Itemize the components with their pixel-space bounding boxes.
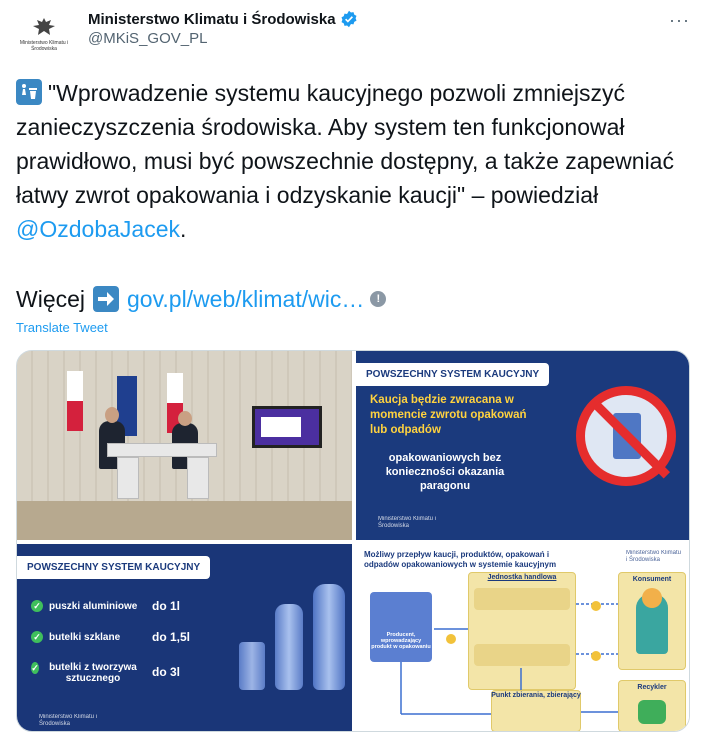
ministry-logo-text: Ministerstwo Klimatu i Środowiska [39, 714, 98, 727]
trash-emoji-icon [16, 79, 42, 105]
check-icon: ✓ [31, 631, 43, 643]
right-arrow-emoji-icon [93, 286, 119, 312]
packaging-row-plastic [31, 662, 141, 684]
collection-label: Punkt zbierania, zbierający [491, 692, 581, 699]
check-icon: ✓ [31, 600, 43, 612]
screen-slide [261, 417, 301, 437]
packaging-row-cans [31, 600, 137, 612]
shop-label: Jednostka handlowa [487, 574, 557, 581]
packaging-value: do 3l [152, 665, 181, 679]
more-line [16, 282, 386, 316]
packaging-value: do 1l [152, 599, 181, 613]
speaker-right-head [178, 411, 192, 426]
media-grid [16, 350, 690, 732]
handle[interactable]: @MKiS_GOV_PL [88, 30, 208, 47]
infographic-banner: POWSZECHNY SYSTEM KAUCYJNY [17, 556, 210, 579]
packaging-value: do 1,5l [152, 630, 191, 644]
podium [107, 443, 217, 457]
flow-arrows [356, 544, 690, 732]
plastic-bottle-icon [313, 584, 345, 690]
packaging-label: butelki z tworzywa sztucznego [49, 662, 137, 684]
no-receipt-text: opakowaniowych bez konieczności okazania paragonu [385, 452, 505, 492]
media-infographic-packaging[interactable] [17, 544, 352, 732]
packaging-label: puszki aluminiowe [49, 600, 138, 612]
infographic-banner: POWSZECHNY SYSTEM KAUCYJNY [356, 363, 549, 386]
floor [17, 501, 352, 540]
tweet-end: . [180, 216, 187, 242]
check-icon: ✓ [31, 663, 39, 673]
display-name-text: Ministerstwo Klimatu i Środowiska [88, 10, 336, 28]
external-link[interactable]: gov.pl/web/klimat/wic… [127, 286, 365, 312]
tweet-text [16, 76, 696, 246]
mention-link[interactable]: @OzdobaJacek [16, 216, 180, 242]
flow-title: Możliwy przepływ kaucji, produktów, opakowań i odpadów opakowaniowych w systemie kaucyjnym [364, 550, 557, 569]
verified-badge-icon [340, 10, 358, 28]
tweet-body: "Wprowadzenie systemu kaucyjnego pozwoli zmniejszyć zanieczyszczenia środowiska. Aby system ten funkcjonował prawidłowo, musi być powszechnie dostępny, a także zapewniać łatwy zwrot opakowania i odzyskanie kaucji" – powiedział [16, 80, 674, 208]
avatar-label: Ministerstwo Klimatu i Środowiska [19, 40, 69, 52]
glass-bottle-icon [275, 604, 303, 690]
ministry-logo-text: Ministerstwo Klimatu i Środowiska [378, 516, 437, 529]
display-name[interactable] [88, 10, 358, 28]
producer-label: Producent, wprowadzający produkt w opakowaniu [371, 632, 431, 650]
more-label: Więcej [16, 286, 86, 312]
podium-stand [187, 457, 209, 499]
recycler-label: Recykler [637, 684, 667, 691]
podium-stand [117, 457, 139, 499]
ministry-logo-text: Ministerstwo Klimatu i Środowiska [626, 550, 682, 563]
media-infographic-flow[interactable] [356, 544, 690, 732]
eagle-emblem-icon [31, 16, 57, 38]
packaging-label: butelki szklane [49, 631, 121, 643]
deposit-return-text: Kaucja będzie zwracana w momencie zwrotu opakowań lub odpadów [370, 394, 527, 436]
speaker-left-head [105, 407, 119, 423]
media-infographic-receipt[interactable] [356, 351, 690, 540]
consumer-label: Konsument [632, 576, 672, 583]
packaging-row-glass [31, 631, 120, 643]
media-photo-press-conference[interactable] [17, 351, 352, 540]
no-receipt-icon [576, 386, 676, 486]
translate-tweet-link[interactable]: Translate Tweet [16, 320, 108, 335]
polish-flag [67, 371, 83, 431]
can-icon [239, 642, 265, 690]
avatar[interactable] [16, 6, 72, 62]
link-info-icon[interactable]: ! [370, 291, 386, 307]
account-name-block [88, 10, 358, 47]
presentation-screen [252, 406, 322, 448]
more-options-icon[interactable]: ··· [669, 10, 690, 30]
tweet-header [16, 6, 690, 62]
